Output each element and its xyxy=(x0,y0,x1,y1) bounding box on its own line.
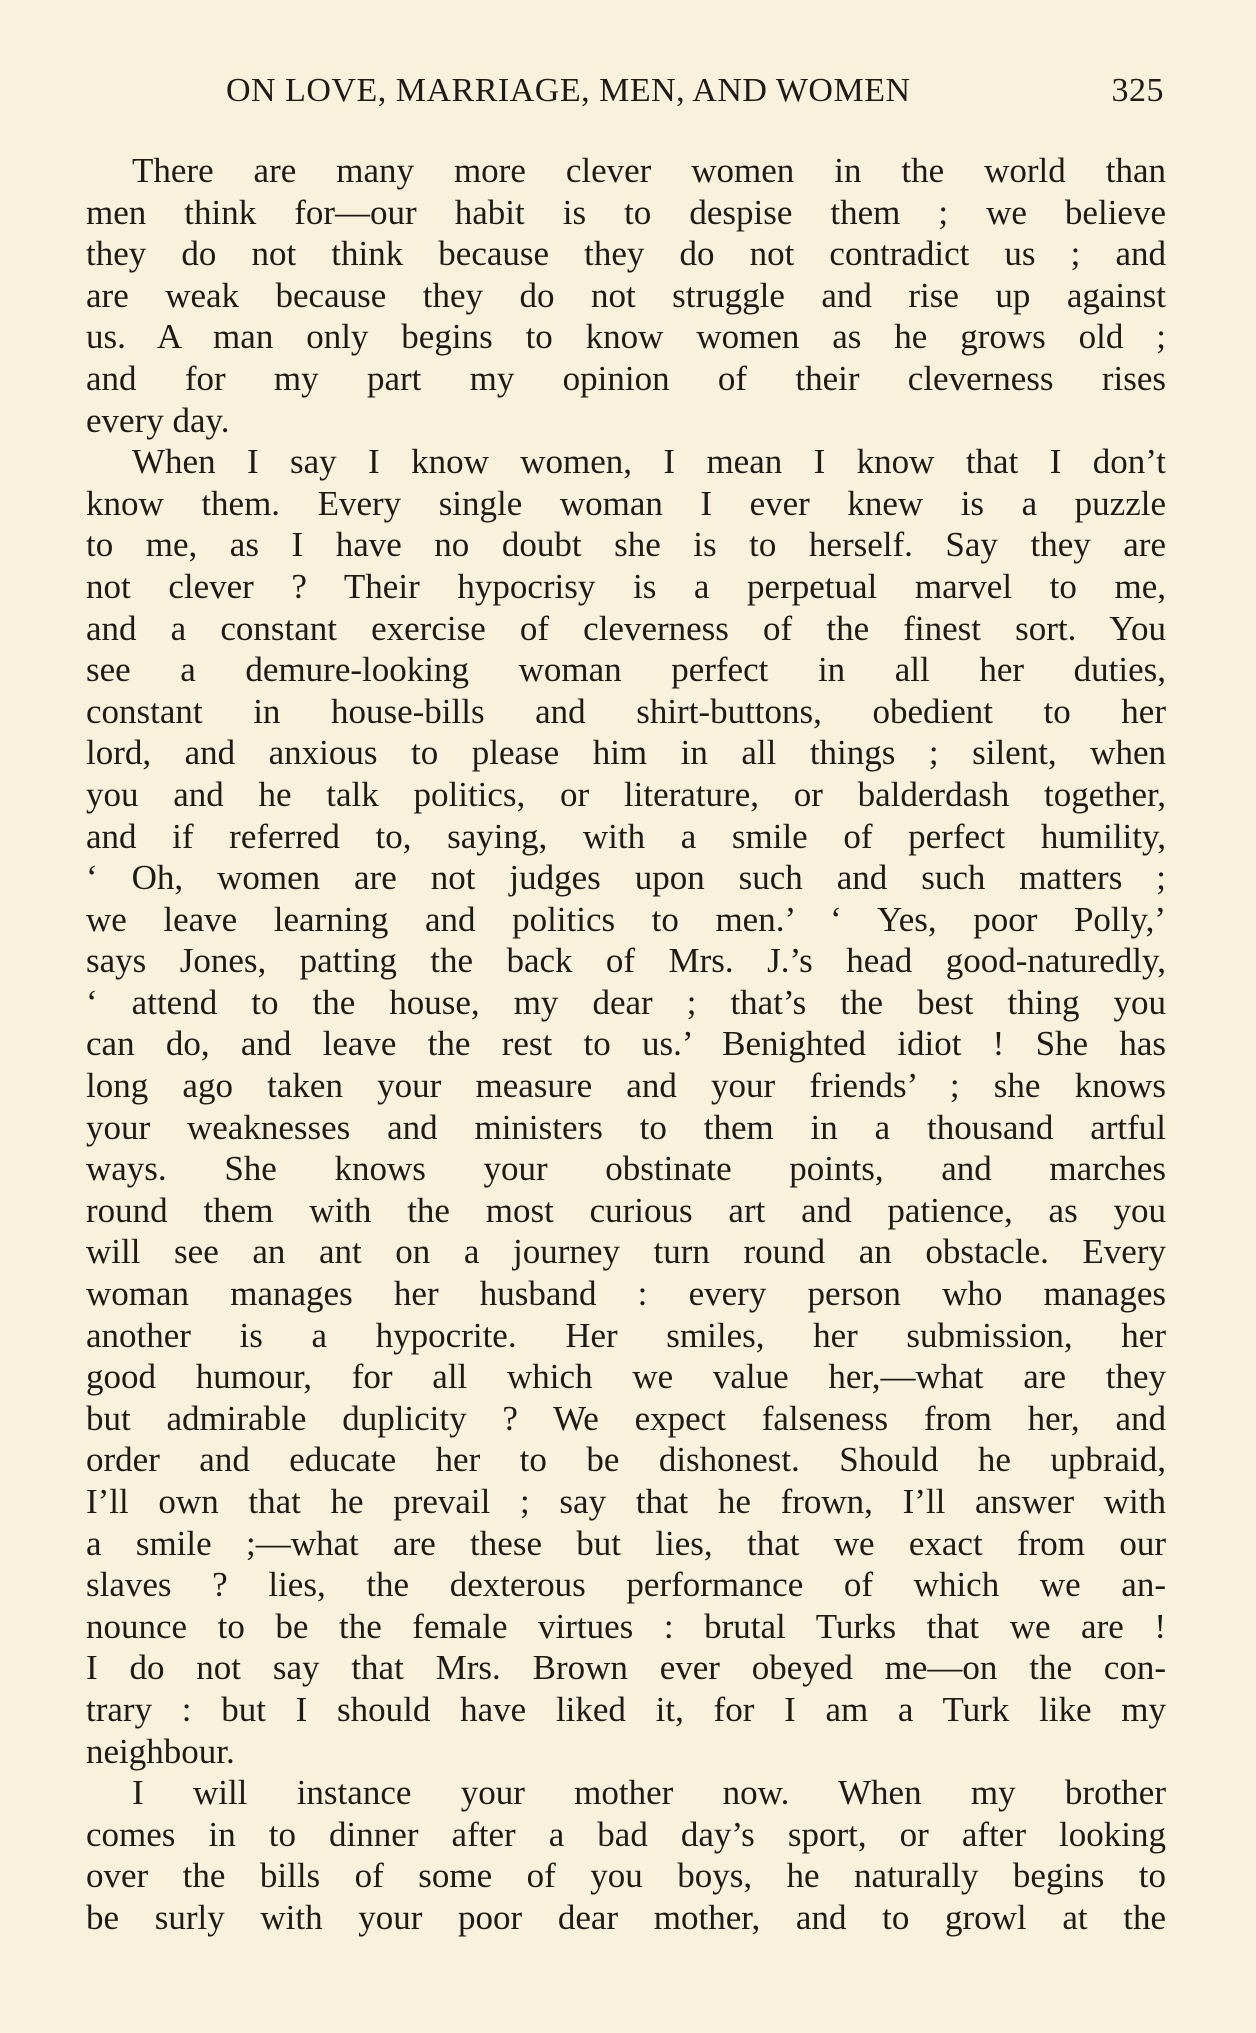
text-line: lord, and anxious to please him in all things ; silent, when xyxy=(86,733,1166,773)
text-line: constant in house-bills and shirt-buttons, obedient to her xyxy=(86,691,1166,731)
text-line: good humour, for all which we value her,—what are they xyxy=(86,1357,1166,1397)
text-line: another is a hypocrite. Her smiles, her submission, her xyxy=(86,1315,1166,1355)
text-line: ‘ Oh, women are not judges upon such and such matters ; xyxy=(86,858,1166,898)
text-line: nounce to be the female virtues : brutal Turks that we are ! xyxy=(86,1606,1166,1646)
text-line: slaves ? lies, the dexterous performance of which we an- xyxy=(86,1565,1166,1605)
text-line: says Jones, patting the back of Mrs. J.’s head good-naturedly, xyxy=(86,941,1166,981)
text-line: be surly with your poor dear mother, and to growl at the xyxy=(86,1897,1166,1937)
text-line: they do not think because they do not contradict us ; and xyxy=(86,234,1166,274)
text-line: not clever ? Their hypocrisy is a perpetual marvel to me, xyxy=(86,566,1166,606)
text-line: round them with the most curious art and patience, as you xyxy=(86,1190,1166,1230)
text-line: every day. xyxy=(86,400,230,440)
text-line: can do, and leave the rest to us.’ Benighted idiot ! She has xyxy=(86,1024,1166,1064)
text-line: and if referred to, saying, with a smile of perfect humility, xyxy=(86,816,1166,856)
running-title: ON LOVE, MARRIAGE, MEN, AND WOMEN xyxy=(226,72,911,109)
text-line: are weak because they do not struggle and rise up against xyxy=(86,275,1166,315)
text-line: to me, as I have no doubt she is to herself. Say they are xyxy=(86,525,1166,565)
body-text xyxy=(86,150,1166,1939)
text-line: I do not say that Mrs. Brown ever obeyed me—on the con- xyxy=(86,1648,1166,1688)
text-line: order and educate her to be dishonest. Should he upbraid, xyxy=(86,1440,1166,1480)
page-number: 325 xyxy=(1111,72,1164,109)
text-line: trary : but I should have liked it, for I am a Turk like my xyxy=(86,1689,1166,1729)
text-line: long ago taken your measure and your friends’ ; she knows xyxy=(86,1066,1166,1106)
text-line: When I say I know women, I mean I know that I don’t xyxy=(132,442,1166,482)
text-line: but admirable duplicity ? We expect falseness from her, and xyxy=(86,1398,1166,1438)
paragraph xyxy=(86,150,1166,441)
text-line: ways. She knows your obstinate points, and marches xyxy=(86,1149,1166,1189)
text-line: and a constant exercise of cleverness of the finest sort. You xyxy=(86,608,1166,648)
text-line: I will instance your mother now. When my brother xyxy=(132,1773,1166,1813)
text-line: I’ll own that he prevail ; say that he frown, I’ll answer with xyxy=(86,1482,1166,1521)
text-line: men think for—our habit is to despise them ; we believe xyxy=(86,192,1166,232)
text-line: over the bills of some of you boys, he naturally begins to xyxy=(86,1856,1166,1896)
paragraph xyxy=(86,1772,1166,1938)
text-line: your weaknesses and ministers to them in a thousand artful xyxy=(86,1107,1166,1147)
text-line: and for my part my opinion of their cleverness rises xyxy=(86,358,1166,398)
text-line: comes in to dinner after a bad day’s sport, or after looking xyxy=(86,1814,1166,1854)
text-line: a smile ;—what are these but lies, that we exact from our xyxy=(86,1523,1166,1563)
text-line: will see an ant on a journey turn round an obstacle. Every xyxy=(86,1232,1166,1272)
text-line: you and he talk politics, or literature, or balderdash together, xyxy=(86,774,1166,814)
text-line: see a demure-looking woman perfect in all her duties, xyxy=(86,650,1166,690)
running-header xyxy=(226,72,1164,110)
text-line: There are many more clever women in the world than xyxy=(132,151,1166,190)
text-line: neighbour. xyxy=(86,1731,235,1771)
text-line: ‘ attend to the house, my dear ; that’s the best thing you xyxy=(86,982,1166,1022)
text-line: woman manages her husband : every person who manages xyxy=(86,1274,1166,1314)
text-line: us. A man only begins to know women as he grows old ; xyxy=(86,317,1166,357)
text-line: know them. Every single woman I ever knew is a puzzle xyxy=(86,483,1166,523)
paragraph xyxy=(86,441,1166,1772)
text-line: we leave learning and politics to men.’ ‘ Yes, poor Polly,’ xyxy=(86,899,1166,939)
